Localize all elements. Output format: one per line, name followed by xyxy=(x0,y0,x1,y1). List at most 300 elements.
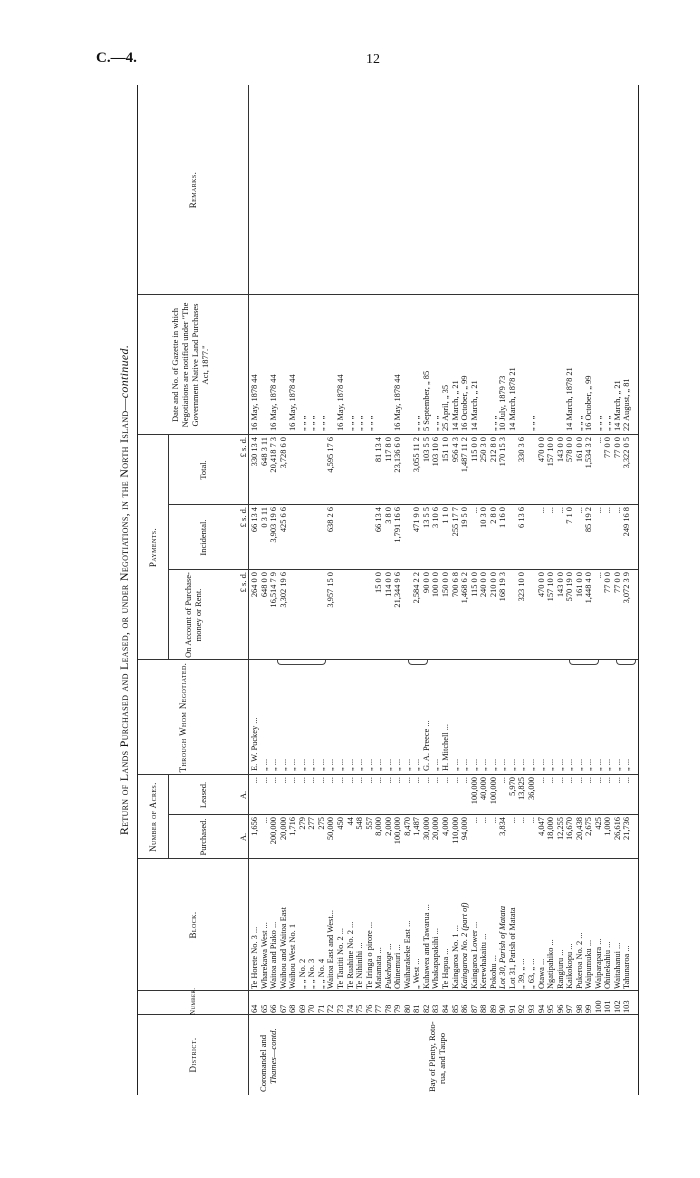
table-row xyxy=(451,85,460,1095)
cell-block: „ „ No. 3 xyxy=(307,958,317,989)
cell-account: 2,584 2 2 xyxy=(412,572,422,604)
cell-whom: „ ... xyxy=(488,758,498,771)
cell-whom: „ ... xyxy=(402,758,412,771)
cell-block: Rangiuru ... xyxy=(555,949,565,989)
col-leased: Leased. xyxy=(198,781,208,809)
cell-whom: „ ... xyxy=(374,758,384,771)
district-name-cont: rua, and Taupo xyxy=(437,1032,447,1084)
cell-incidental: 1 16 0 xyxy=(498,507,508,528)
page-number: 12 xyxy=(366,52,380,67)
table-row xyxy=(460,85,469,1095)
cell-leased: ... xyxy=(393,777,403,784)
cell-purchased: 18,000 xyxy=(546,817,556,841)
cell-purchased: 200,000 xyxy=(269,817,279,845)
cell-block: Ohinemuri ... xyxy=(393,944,403,989)
cell-no: 74 xyxy=(345,1004,355,1013)
cell-whom: „ ... xyxy=(603,758,613,771)
cell-purchased: 1,000 xyxy=(603,817,613,836)
cell-gazette: 16 May, 1878 44 xyxy=(250,374,259,431)
cell-block: Lot 31, Parish of Matata xyxy=(507,907,517,989)
cell-block: Ohinekahiu ... xyxy=(603,941,613,989)
cell-whom: „ ... xyxy=(326,758,336,771)
cell-account: 3,302 19 6 xyxy=(278,572,288,608)
cell-no: 77 xyxy=(374,1004,384,1013)
cell-purchased: 8,470 xyxy=(402,817,412,836)
cell-incidental: 471 9 0 xyxy=(412,507,422,533)
cell-no: 94 xyxy=(536,1004,546,1013)
table-row xyxy=(470,85,479,1095)
cell-gazette: 14 March, „ 21 xyxy=(469,380,479,431)
table-row xyxy=(431,85,440,1095)
cell-no: 84 xyxy=(441,1004,450,1013)
cell-gazette: „ „ „ xyxy=(526,415,536,431)
cell-account: 1,448 4 0 xyxy=(584,572,594,604)
cell-leased: ... xyxy=(498,777,508,784)
table-row xyxy=(575,85,584,1095)
cell-whom: „ ... xyxy=(364,758,374,771)
cell-account: 115 0 0 xyxy=(469,572,479,597)
table-row xyxy=(613,85,622,1095)
cell-block: „ „ No. 2 xyxy=(297,958,307,989)
table-row xyxy=(298,85,307,1095)
cell-incidental: ... xyxy=(469,507,479,514)
table-row xyxy=(527,85,536,1095)
cell-no: 81 xyxy=(412,1004,422,1013)
cell-whom: H. Mitchell ... xyxy=(441,724,450,771)
cell-purchased: ... xyxy=(517,817,527,824)
table-row xyxy=(307,85,316,1095)
col-acres: Number of Acres. xyxy=(148,782,158,852)
cell-account: 77 0 0 xyxy=(612,572,622,593)
cell-account: 161 0 0 xyxy=(574,572,584,598)
cell-total: 3,055 11 2 xyxy=(412,437,422,473)
cell-total: 648 3 11 xyxy=(259,437,269,467)
cell-incidental: 1 1 0 xyxy=(441,507,450,524)
cell-total: 330 3 6 xyxy=(517,437,527,463)
cell-no: 96 xyxy=(555,1004,565,1013)
cell-no: 70 xyxy=(307,1004,317,1013)
cell-purchased: ... xyxy=(259,817,269,824)
cell-block: Kaingaroa Lower ... xyxy=(469,921,479,989)
cell-gazette: „ „ „ xyxy=(603,415,613,431)
cell-no: 90 xyxy=(498,1004,508,1013)
cell-whom: „ ... xyxy=(383,758,393,771)
cell-no: 68 xyxy=(288,1004,298,1013)
cell-no: 103 xyxy=(622,1000,632,1013)
cell-leased: 36,000 xyxy=(526,777,536,801)
table-row xyxy=(250,85,259,1095)
cell-purchased: 450 xyxy=(335,817,345,830)
cell-leased: ... xyxy=(383,777,393,784)
cell-incidental: 7 1 0 xyxy=(565,507,575,524)
table-row xyxy=(288,85,297,1095)
cell-block: Kerewhakaitu ... xyxy=(479,933,489,989)
table-row xyxy=(584,85,593,1095)
cell-incidental: 13 5 5 xyxy=(421,507,431,528)
cell-whom: E. W. Puckey ... xyxy=(250,717,259,771)
cell-leased: ... xyxy=(546,777,556,784)
cell-whom: „ ... xyxy=(297,758,307,771)
cell-account: 1,468 6 2 xyxy=(460,572,470,604)
cell-purchased: ... xyxy=(526,817,536,824)
cell-gazette: „ „ „ xyxy=(412,415,422,431)
cell-block: Kaikokopu ... xyxy=(565,943,575,989)
cell-gazette: 14 March, 1878 21 xyxy=(565,367,575,431)
table-row xyxy=(365,85,374,1095)
cell-no: 64 xyxy=(250,1004,259,1013)
cell-no: 101 xyxy=(603,1000,613,1013)
cell-purchased: 50,000 xyxy=(326,817,336,841)
cell-gazette: 16 October, „ 99 xyxy=(460,375,470,431)
table-row xyxy=(279,85,288,1095)
cell-purchased: 44 xyxy=(345,817,355,826)
cell-whom: „ ... xyxy=(536,758,546,771)
cell-block: „ West ... xyxy=(412,958,422,989)
cell-account: 77 0 0 xyxy=(603,572,613,593)
cell-gazette: 5 September, „ 85 xyxy=(421,370,431,431)
cell-whom: „ ... xyxy=(460,758,470,771)
table-row xyxy=(384,85,393,1095)
cell-account: 3,072 3 9 xyxy=(622,572,632,604)
cell-purchased: ... xyxy=(488,817,498,824)
district-name-cont: Thames—contd. xyxy=(268,1028,278,1084)
cell-purchased: 1,716 xyxy=(288,817,298,836)
cell-gazette: „ „ „ xyxy=(345,415,355,431)
cell-whom: „ ... xyxy=(269,758,279,771)
table-row xyxy=(422,85,431,1095)
cell-whom: „ ... xyxy=(593,758,603,771)
cell-whom: „ ... xyxy=(450,758,460,771)
cell-leased: ... xyxy=(335,777,345,784)
cell-no: 76 xyxy=(364,1004,374,1013)
cell-purchased: 110,000 xyxy=(450,817,460,844)
cell-incidental: 425 6 6 xyxy=(278,507,288,533)
cell-incidental: ... xyxy=(593,507,603,514)
cell-total: 77 0 0 xyxy=(603,437,613,458)
cell-incidental: 249 16 8 xyxy=(622,507,632,537)
table-row xyxy=(479,85,488,1095)
cell-whom: „ ... xyxy=(622,758,632,771)
cell-leased: ... xyxy=(250,777,259,784)
cell-gazette: „ „ „ xyxy=(593,415,603,431)
cell-whom: „ ... xyxy=(584,758,594,771)
cell-purchased: 20,438 xyxy=(574,817,584,841)
cell-whom: „ ... xyxy=(526,758,536,771)
cell-total: 81 13 4 xyxy=(374,437,384,463)
cell-total: 103 10 6 xyxy=(431,437,441,467)
cell-total: 3,728 6 0 xyxy=(278,437,288,469)
cell-no: 72 xyxy=(326,1004,336,1013)
cell-gazette: 14 March, „ 21 xyxy=(450,380,460,431)
cell-gazette: „ „ „ xyxy=(431,415,441,431)
cell-account: 16,514 7 9 xyxy=(269,572,279,608)
cell-block: Pokohu ... xyxy=(488,955,498,989)
cell-gazette: 16 May, 1878 44 xyxy=(269,374,279,431)
cell-no: 98 xyxy=(574,1004,584,1013)
cell-gazette: 16 May, 1878 44 xyxy=(288,374,298,431)
cell-block: Lot 30, Parish of Matata xyxy=(498,905,508,989)
cell-whom: „ ... xyxy=(412,758,422,771)
cell-block: Waitoa and Piako ... xyxy=(269,921,279,989)
cell-block: Waitahanui ... xyxy=(612,942,622,989)
cell-leased: 100,000 xyxy=(488,777,498,805)
cell-block: Kuhawea and Tawarua ... xyxy=(421,904,431,989)
table-row xyxy=(489,85,498,1095)
cell-total: 1,487 11 2 xyxy=(460,437,470,473)
cell-account: 21,344 9 6 xyxy=(393,572,403,608)
cell-incidental: ... xyxy=(612,507,622,514)
cell-no: 99 xyxy=(584,1004,594,1013)
cell-gazette: „ „ „ xyxy=(297,415,307,431)
cell-purchased: 12,255 xyxy=(555,817,565,841)
cell-leased: ... xyxy=(288,777,298,784)
cell-leased: ... xyxy=(555,777,565,784)
cell-leased: 13,825 xyxy=(517,777,527,801)
cell-incidental: 1,791 16 6 xyxy=(393,507,403,543)
cell-account: 157 10 0 xyxy=(546,572,556,602)
district-name: Coromandel and xyxy=(258,1034,268,1092)
cell-total: 77 0 0 xyxy=(612,437,622,458)
cell-total: 4,595 17 6 xyxy=(326,437,336,473)
cell-no: 92 xyxy=(517,1004,527,1013)
cell-block: Te Nihinihi ... xyxy=(355,942,365,989)
cell-leased: ... xyxy=(374,777,384,784)
table-row xyxy=(336,85,345,1095)
cell-whom: „ ... xyxy=(507,758,517,771)
cell-incidental: ... xyxy=(574,507,584,514)
cell-no: 87 xyxy=(469,1004,479,1013)
cell-total: 3,322 0 5 xyxy=(622,437,632,469)
cell-total: 161 0 0 xyxy=(574,437,584,463)
cell-purchased: 2,675 xyxy=(584,817,594,836)
cell-purchased: 16,670 xyxy=(565,817,575,841)
table-row xyxy=(498,85,507,1095)
cell-purchased: 3,834 xyxy=(498,817,508,836)
cell-gazette: 14 March, 1878 21 xyxy=(507,367,517,431)
money-units-total: £ s. d. xyxy=(238,437,248,458)
cell-no: 65 xyxy=(259,1004,269,1013)
cell-purchased: 4,047 xyxy=(536,817,546,836)
cell-whom: G. A. Preece ... xyxy=(421,720,431,771)
cell-gazette: „ „ „ xyxy=(574,415,584,431)
money-units-incidental: £ s. d. xyxy=(238,507,248,528)
col-purchased: Purchased. xyxy=(198,818,208,856)
table-row xyxy=(556,85,565,1095)
cell-purchased: 8,000 xyxy=(374,817,384,836)
cell-no: 78 xyxy=(383,1004,393,1013)
table-row xyxy=(594,85,603,1095)
cell-block: Te Tautiti No. 2 ... xyxy=(335,927,345,989)
cell-no: 88 xyxy=(479,1004,489,1013)
cell-no: 79 xyxy=(393,1004,403,1013)
cell-account: 114 0 0 xyxy=(383,572,393,597)
district-name: Bay of Plenty, Roto- xyxy=(427,1021,437,1092)
cell-account: 210 0 0 xyxy=(488,572,498,598)
cell-total: 578 0 0 xyxy=(565,437,575,463)
table-row xyxy=(508,85,517,1095)
cell-total: ... xyxy=(593,437,603,444)
table-row xyxy=(260,85,269,1095)
table-row xyxy=(269,85,278,1095)
cell-incidental: ... xyxy=(603,507,613,514)
col-total: Total. xyxy=(198,460,208,480)
cell-block: Otawa ... xyxy=(536,958,546,989)
cell-incidental: 85 19 2 xyxy=(584,507,594,533)
cell-whom: „ ... xyxy=(259,758,269,771)
cell-leased: ... xyxy=(441,777,450,784)
cell-block: „ „ No. 4 xyxy=(316,958,326,989)
cell-leased: 5,970 xyxy=(507,777,517,796)
table-row xyxy=(565,85,574,1095)
cell-leased: ... xyxy=(297,777,307,784)
cell-leased: ... xyxy=(603,777,613,784)
cell-block: Waiparapara ... xyxy=(593,938,603,989)
cell-whom: „ ... xyxy=(307,758,317,771)
cell-whom: „ ... xyxy=(612,758,622,771)
cell-no: 97 xyxy=(565,1004,575,1013)
cell-leased: 100,000 xyxy=(469,777,479,805)
cell-account: 15 0 0 xyxy=(374,572,384,593)
table xyxy=(137,85,639,1095)
page-code: C.—4. xyxy=(96,50,137,66)
cell-total: 20,418 7 3 xyxy=(269,437,279,473)
col-through-whom: Through Whom Negotiated. xyxy=(178,662,188,773)
cell-leased: ... xyxy=(364,777,374,784)
cell-whom: „ ... xyxy=(574,758,584,771)
cell-leased: ... xyxy=(536,777,546,784)
cell-account: 570 19 0 xyxy=(565,572,575,602)
cell-purchased: 277 xyxy=(307,817,317,830)
table-row xyxy=(355,85,364,1095)
cell-no: 67 xyxy=(278,1004,288,1013)
cell-whom: „ ... xyxy=(517,758,527,771)
cell-leased: ... xyxy=(593,777,603,784)
cell-leased: ... xyxy=(450,777,460,784)
table-row xyxy=(546,85,555,1095)
cell-purchased: 548 xyxy=(355,817,365,830)
cell-gazette: „ „ „ xyxy=(364,415,374,431)
cell-gazette: 22 August, „ 81 xyxy=(622,378,632,431)
cell-gazette: „ „ „ xyxy=(488,415,498,431)
cell-whom: „ ... xyxy=(565,758,575,771)
cell-total: 103 5 5 xyxy=(421,437,431,463)
cell-total: 330 13 4 xyxy=(250,437,259,467)
cell-leased: ... xyxy=(612,777,622,784)
cell-incidental: 3 10 6 xyxy=(431,507,441,528)
col-payments: Payments. xyxy=(148,527,158,568)
cell-whom: „ ... xyxy=(479,758,489,771)
cell-account: ... xyxy=(593,572,603,579)
cell-incidental: 3 8 0 xyxy=(383,507,393,524)
cell-incidental: 6 13 6 xyxy=(517,507,527,528)
cell-purchased: 21,736 xyxy=(622,817,632,841)
cell-total: 170 15 3 xyxy=(498,437,508,467)
cell-purchased: 1,487 xyxy=(412,817,422,836)
cell-block: Te Horete No. 3 ... xyxy=(250,926,259,989)
cell-purchased: 557 xyxy=(364,817,374,830)
cell-account: 240 0 0 xyxy=(479,572,489,598)
cell-no: 69 xyxy=(297,1004,307,1013)
cell-gazette: 14 March, „ 21 xyxy=(612,380,622,431)
cell-incidental: 3,903 19 6 xyxy=(269,507,279,543)
cell-purchased: 94,000 xyxy=(460,817,470,841)
table-row xyxy=(412,85,421,1095)
col-gazette: Date and No. of Gazette in which Negotiations are notified under "The Government Native Land Purchases Act, 1877." xyxy=(170,302,210,428)
cell-purchased: 4,000 xyxy=(441,817,450,836)
cell-purchased: 275 xyxy=(316,817,326,830)
cell-no: 66 xyxy=(269,1004,279,1013)
acres-unit-leased: A. xyxy=(238,790,248,800)
cell-block: Te Hapua ... xyxy=(441,948,450,989)
cell-no: 71 xyxy=(316,1004,326,1013)
cell-no: 82 xyxy=(421,1004,431,1013)
cell-total: 143 0 0 xyxy=(555,437,565,463)
cell-gazette: „ „ „ xyxy=(307,415,317,431)
cell-whom: „ ... xyxy=(469,758,479,771)
cell-no: 83 xyxy=(431,1004,441,1013)
cell-no: 95 xyxy=(546,1004,556,1013)
cell-leased: ... xyxy=(307,777,317,784)
col-number: Number. xyxy=(189,987,197,1015)
cell-purchased: 1,656 xyxy=(250,817,259,836)
cell-block: Waitoa East and West... xyxy=(326,910,336,989)
cell-total: 115 0 0 xyxy=(469,437,479,462)
cell-leased: ... xyxy=(278,777,288,784)
cell-account: 90 0 0 xyxy=(421,572,431,593)
cell-incidental: ... xyxy=(546,507,556,514)
cell-leased: ... xyxy=(259,777,269,784)
cell-whom: „ ... xyxy=(355,758,365,771)
cell-block: Kaingaroa No. 2 (part of) xyxy=(460,902,470,989)
cell-purchased: 20,000 xyxy=(278,817,288,841)
cell-total: 1,534 3 2 xyxy=(584,437,594,469)
cell-block: Waihou and Waitoa East xyxy=(278,907,288,989)
table-caption xyxy=(117,85,132,1095)
col-remarks: Remarks. xyxy=(188,171,198,209)
money-units-account: £ s. d. xyxy=(238,572,248,593)
cell-account: 264 0 0 xyxy=(250,572,259,598)
cell-block: „ 63, „ ... xyxy=(526,958,536,989)
cell-account: 700 6 8 xyxy=(450,572,460,598)
cell-gazette: 25 April, „ 35 xyxy=(441,384,450,431)
cell-gazette: „ „ „ xyxy=(316,415,326,431)
cell-account: 150 0 0 xyxy=(441,572,450,598)
table-row xyxy=(403,85,412,1095)
cell-leased: ... xyxy=(421,777,431,784)
cell-incidental: 66 13 4 xyxy=(374,507,384,533)
cell-gazette: 16 October, „ 99 xyxy=(584,375,594,431)
cell-no: 80 xyxy=(402,1004,412,1013)
table-row xyxy=(326,85,335,1095)
cell-block: Kaingaroa No. 1 ... xyxy=(450,925,460,989)
cell-no: 102 xyxy=(612,1000,622,1013)
cell-purchased: ... xyxy=(479,817,489,824)
cell-incidental: ... xyxy=(536,507,546,514)
cell-leased: ... xyxy=(431,777,441,784)
cell-incidental: 10 3 0 xyxy=(479,507,489,528)
cell-account: 648 0 0 xyxy=(259,572,269,598)
cell-block: Pukehange ... xyxy=(383,943,393,989)
cell-leased: 40,000 xyxy=(479,777,489,801)
cell-no: 73 xyxy=(335,1004,345,1013)
cell-leased: ... xyxy=(269,777,279,784)
cell-gazette: 16 May, 1878 44 xyxy=(335,374,345,431)
cell-account: 470 0 0 xyxy=(536,572,546,598)
cell-block: Matamata ... xyxy=(374,947,384,989)
col-account: On Account of Purchase-money or Rent. xyxy=(183,572,203,658)
acres-unit-purchased: A. xyxy=(238,832,248,842)
cell-incidental: 638 2 6 xyxy=(326,507,336,533)
